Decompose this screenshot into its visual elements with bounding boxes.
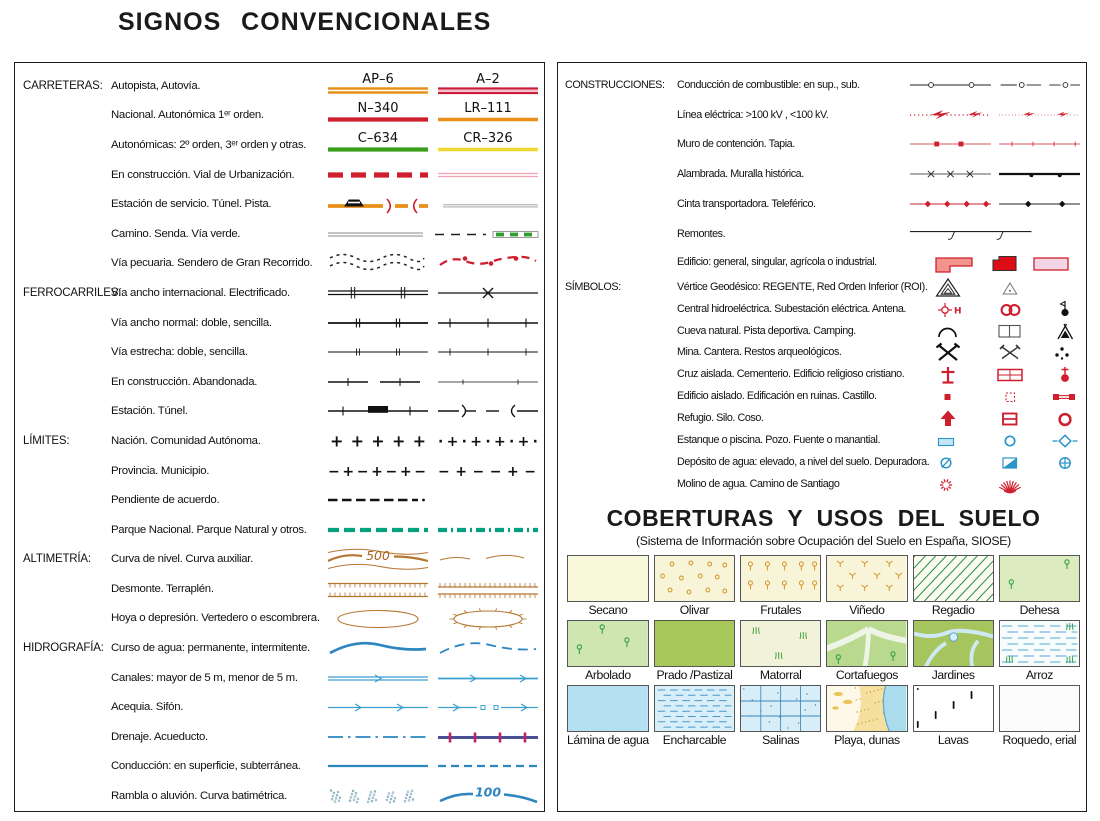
svg-text:500: 500 xyxy=(366,548,390,564)
legend-row-rail_constr xyxy=(23,367,540,397)
acequia-symbol xyxy=(328,693,540,721)
row-label: Curso de agua: permanente, intermitente. xyxy=(111,642,310,655)
legend-row-cruz xyxy=(565,363,1082,385)
land-use-item-salinas xyxy=(740,685,821,747)
left-legend-panel xyxy=(14,62,545,812)
vertices-symbol xyxy=(930,276,1082,298)
legend-row-muro xyxy=(565,130,1082,160)
land-use-item-secano xyxy=(567,555,649,617)
legend-row-dren_acu xyxy=(23,722,540,752)
dren_acu-symbol xyxy=(328,723,540,751)
land-use-label: Lámina de agua xyxy=(567,732,649,747)
legend-row-central xyxy=(565,298,1082,320)
row-label: Vía estrecha: doble, sencilla. xyxy=(111,346,248,359)
edificios-symbol xyxy=(930,251,1082,273)
legend-row-rail_esttun xyxy=(23,397,540,427)
legend-row-electrica xyxy=(565,100,1082,130)
legend-row-desmonte xyxy=(23,574,540,604)
row-label: Parque Nacional. Parque Natural y otros. xyxy=(111,523,307,536)
legend-row-pendiente xyxy=(23,485,540,515)
legend-row-cueva xyxy=(565,320,1082,342)
regadio-swatch xyxy=(913,555,994,602)
legend-row-canales xyxy=(23,663,540,693)
row-label: En construcción. Vial de Urbanización. xyxy=(111,168,295,181)
legend-row-curvas xyxy=(23,545,540,575)
land-use-item-lamina xyxy=(567,685,649,747)
row-label: Conducción: en superficie, subterránea. xyxy=(111,760,301,773)
legend-row-mina xyxy=(565,341,1082,363)
land-use-label: Cortafuegos xyxy=(835,667,898,682)
legend-row-parques xyxy=(23,515,540,545)
secano-swatch xyxy=(567,555,649,602)
row-label: Edificio: general, singular, agrícola o industrial. xyxy=(677,256,877,269)
svg-text:N–340: N–340 xyxy=(357,101,399,117)
legend-row-serv_tun_pista xyxy=(23,189,540,219)
mina-symbol xyxy=(930,341,1082,363)
legend-row-deposito xyxy=(565,451,1082,473)
land-use-item-vinedo xyxy=(826,555,907,617)
svg-text:−+−+−+−: −+−+−+− xyxy=(328,463,426,480)
row-label: Curva de nivel. Curva auxiliar. xyxy=(111,553,254,566)
land-use-item-matorral xyxy=(740,620,821,682)
constr_vial-symbol xyxy=(328,161,540,189)
row-label: Hoya o depresión. Vertedero o escombrera. xyxy=(111,612,320,625)
land-use-item-regadio xyxy=(913,555,994,617)
row-label: Cinta transportadora. Teleférico. xyxy=(677,198,816,211)
land-use-label: Encharcable xyxy=(662,732,727,747)
row-label: Refugio. Silo. Coso. xyxy=(677,412,764,425)
autopista-symbol xyxy=(328,72,540,100)
canales-symbol xyxy=(328,664,540,692)
aislado-symbol xyxy=(930,385,1082,407)
playa-swatch xyxy=(826,685,907,732)
svg-text:·+·+·+·+·: ·+·+·+·+· xyxy=(438,433,538,450)
central-symbol xyxy=(930,298,1082,320)
row-label: Estación. Túnel. xyxy=(111,405,188,418)
legend-row-edificios xyxy=(565,249,1082,276)
salinas-swatch xyxy=(740,685,821,732)
row-label: Estación de servicio. Túnel. Pista. xyxy=(111,198,272,211)
land-use-label: Salinas xyxy=(762,732,800,747)
row-label: Rambla o aluvión. Curva batimétrica. xyxy=(111,790,287,803)
roquedo-swatch xyxy=(999,685,1080,732)
parques-symbol xyxy=(328,516,540,544)
land-use-label: Frutales xyxy=(760,602,802,617)
cinta-symbol xyxy=(910,190,1082,218)
rail_int-symbol xyxy=(328,279,540,307)
prado-swatch xyxy=(654,620,735,667)
row-label: Vértice Geodésico: REGENTE, Red Orden Inferior (ROI). xyxy=(677,280,928,293)
land-use-label: Viñedo xyxy=(849,602,885,617)
pendiente-symbol xyxy=(328,486,540,514)
row-label: Muro de contención. Tapia. xyxy=(677,138,795,151)
right-legend-rows xyxy=(565,70,1082,495)
row-label: Mina. Cantera. Restos arqueológicos. xyxy=(677,346,842,359)
legend-row-fuel xyxy=(565,70,1082,100)
encharcable-swatch xyxy=(654,685,735,732)
land-use-label: Jardines xyxy=(931,667,975,682)
svg-text:C–634: C–634 xyxy=(357,130,399,146)
rambla-symbol xyxy=(328,782,540,810)
land-use-item-cortafuegos xyxy=(826,620,907,682)
legend-row-conduccion xyxy=(23,752,540,782)
legend-row-rail_int xyxy=(23,278,540,308)
muro-symbol xyxy=(910,130,1082,158)
lim_nac-symbol xyxy=(328,427,540,455)
legend-row-autopista xyxy=(23,71,540,101)
vinedo-swatch xyxy=(826,555,907,602)
land-use-label: Roquedo, erial xyxy=(1002,732,1077,747)
row-label: Camino. Senda. Vía verde. xyxy=(111,227,241,240)
lim_prov-symbol xyxy=(328,457,540,485)
land-use-item-arroz xyxy=(999,620,1080,682)
legend-row-remontes xyxy=(565,219,1082,249)
section-label: FERROCARRILES: xyxy=(23,286,122,299)
land-use-label: Arbolado xyxy=(585,667,631,682)
row-label: Nación. Comunidad Autónoma. xyxy=(111,434,261,447)
svg-text:+ + + + +: + + + + + xyxy=(330,431,426,451)
row-label: Alambrada. Muralla histórica. xyxy=(677,168,804,181)
autonomicas-symbol xyxy=(328,131,540,159)
land-use-label: Playa, dunas xyxy=(834,732,900,747)
hoya-symbol xyxy=(328,604,540,632)
row-label: Drenaje. Acueducto. xyxy=(111,730,208,743)
legend-row-alambrada xyxy=(565,159,1082,189)
land-use-item-lavas xyxy=(913,685,994,747)
electrica-symbol xyxy=(910,101,1082,129)
land-use-item-prado xyxy=(654,620,735,682)
row-label: Autopista, Autovía. xyxy=(111,79,201,92)
deposito-symbol xyxy=(930,451,1082,473)
section-label: ALTIMETRÍA: xyxy=(23,553,91,566)
section-label: CARRETERAS: xyxy=(23,79,103,92)
land-use-label: Olivar xyxy=(679,602,710,617)
camino_sv-symbol xyxy=(328,220,540,248)
arbolado-swatch xyxy=(567,620,649,667)
remontes-symbol xyxy=(910,220,1082,248)
land-use-label: Arroz xyxy=(1025,667,1053,682)
row-label: Autonómicas: 2º orden, 3ᵉʳ orden y otras. xyxy=(111,138,307,151)
svg-text:−+−−+−: −+−−+− xyxy=(438,463,536,480)
alambrada-symbol xyxy=(910,160,1082,188)
land-use-label: Matorral xyxy=(759,667,802,682)
land-cover-subtitle: (Sistema de Información sobre Ocupación del Suelo en España, SIOSE) xyxy=(636,533,1011,548)
arroz-swatch xyxy=(999,620,1080,667)
row-label: Provincia. Municipio. xyxy=(111,464,210,477)
legend-row-autonomicas xyxy=(23,130,540,160)
land-use-grid xyxy=(565,555,1082,747)
land-use-label: Secano xyxy=(588,602,628,617)
row-label: En construcción. Abandonada. xyxy=(111,375,258,388)
row-label: Remontes. xyxy=(677,227,726,240)
land-use-item-playa xyxy=(826,685,907,747)
rail_esttun-symbol xyxy=(328,397,540,425)
land-use-item-arbolado xyxy=(567,620,649,682)
right-legend-panel xyxy=(557,62,1087,812)
section-label: LÍMITES: xyxy=(23,434,70,447)
pecuaria-symbol xyxy=(328,249,540,277)
section-label: HIDROGRAFÍA: xyxy=(23,642,104,655)
row-label: Depósito de agua: elevado, a nivel del suelo. Depuradora. xyxy=(677,455,930,468)
row-label: Cruz aislada. Cementerio. Edificio religioso cristiano. xyxy=(677,368,905,381)
legend-row-camino_sv xyxy=(23,219,540,249)
land-use-item-frutales xyxy=(740,555,821,617)
section-label: CONSTRUCCIONES: xyxy=(565,78,665,91)
legend-row-hoya xyxy=(23,604,540,634)
land-use-item-jardines xyxy=(913,620,994,682)
legend-row-curso xyxy=(23,633,540,663)
nacional-symbol xyxy=(328,101,540,129)
svg-text:A–2: A–2 xyxy=(476,71,500,87)
jardines-swatch xyxy=(913,620,994,667)
legend-row-pecuaria xyxy=(23,249,540,279)
svg-text:AP–6: AP–6 xyxy=(362,71,394,87)
land-use-label: Regadio xyxy=(931,602,975,617)
cruz-symbol xyxy=(930,363,1082,385)
row-label: Edificio aislado. Edificación en ruinas. Castillo. xyxy=(677,390,877,403)
svg-text:LR–111: LR–111 xyxy=(464,101,512,117)
row-label: Cueva natural. Pista deportiva. Camping. xyxy=(677,324,856,337)
svg-text:CR–326: CR–326 xyxy=(463,130,513,146)
legend-row-constr_vial xyxy=(23,160,540,190)
molino-symbol xyxy=(930,473,1082,495)
legend-row-rambla xyxy=(23,781,540,811)
row-label: Estanque o piscina. Pozo. Fuente o manantial. xyxy=(677,433,881,446)
legend-row-rail_estr xyxy=(23,337,540,367)
frutales-swatch xyxy=(740,555,821,602)
land-use-item-olivar xyxy=(654,555,735,617)
estanque-symbol xyxy=(930,429,1082,451)
rail_constr-symbol xyxy=(328,368,540,396)
row-label: Central hidroeléctrica. Subestación eléctrica. Antena. xyxy=(677,302,906,315)
matorral-swatch xyxy=(740,620,821,667)
lamina-swatch xyxy=(567,685,649,732)
page-title: SIGNOS CONVENCIONALES xyxy=(118,8,492,36)
curvas-symbol xyxy=(328,545,540,573)
legend-row-cinta xyxy=(565,189,1082,219)
land-use-label: Lavas xyxy=(937,732,969,747)
land-use-item-encharcable xyxy=(654,685,735,747)
desmonte-symbol xyxy=(328,575,540,603)
cortafuegos-swatch xyxy=(826,620,907,667)
row-label: Vía pecuaria. Sendero de Gran Recorrido. xyxy=(111,257,313,270)
serv_tun_pista-symbol xyxy=(328,190,540,218)
legend-row-aislado xyxy=(565,385,1082,407)
legend-row-lim_prov xyxy=(23,456,540,486)
refugio-symbol xyxy=(930,407,1082,429)
land-cover-title: COBERTURAS Y USOS DEL SUELO xyxy=(606,504,1041,531)
row-label: Molino de agua. Camino de Santiago xyxy=(677,477,840,490)
legend-row-rail_norm xyxy=(23,308,540,338)
dehesa-swatch xyxy=(999,555,1080,602)
svg-text:100: 100 xyxy=(474,784,502,800)
fuel-symbol xyxy=(910,71,1082,99)
row-label: Conducción de combustible: en sup., sub. xyxy=(677,78,860,91)
section-label: SÍMBOLOS: xyxy=(565,280,621,293)
land-use-label: Prado /Pastizal xyxy=(656,667,733,682)
row-label: Canales: mayor de 5 m, menor de 5 m. xyxy=(111,671,298,684)
row-label: Línea eléctrica: >100 kV , <100 kV. xyxy=(677,108,829,121)
lavas-swatch xyxy=(913,685,994,732)
cueva-symbol xyxy=(930,320,1082,342)
land-use-item-roquedo xyxy=(999,685,1080,747)
land-use-item-dehesa xyxy=(999,555,1080,617)
row-label: Vía ancho internacional. Electrificado. xyxy=(111,286,290,299)
row-label: Nacional. Autonómica 1ᵉʳ orden. xyxy=(111,109,264,122)
land-cover-section xyxy=(565,505,1082,747)
rail_norm-symbol xyxy=(328,309,540,337)
row-label: Vía ancho normal: doble, sencilla. xyxy=(111,316,272,329)
legend-row-lim_nac xyxy=(23,426,540,456)
legend-row-molino xyxy=(565,473,1082,495)
olivar-swatch xyxy=(654,555,735,602)
legend-row-refugio xyxy=(565,407,1082,429)
row-label: Desmonte. Terraplén. xyxy=(111,582,214,595)
legend-row-acequia xyxy=(23,692,540,722)
svg-text:H: H xyxy=(954,306,962,317)
curso-symbol xyxy=(328,634,540,662)
conduccion-symbol xyxy=(328,752,540,780)
rail_estr-symbol xyxy=(328,338,540,366)
row-label: Acequia. Sifón. xyxy=(111,701,184,714)
legend-row-vertices xyxy=(565,276,1082,298)
legend-row-estanque xyxy=(565,429,1082,451)
legend-row-nacional xyxy=(23,101,540,131)
land-use-label: Dehesa xyxy=(1019,602,1060,617)
row-label: Pendiente de acuerdo. xyxy=(111,494,220,507)
